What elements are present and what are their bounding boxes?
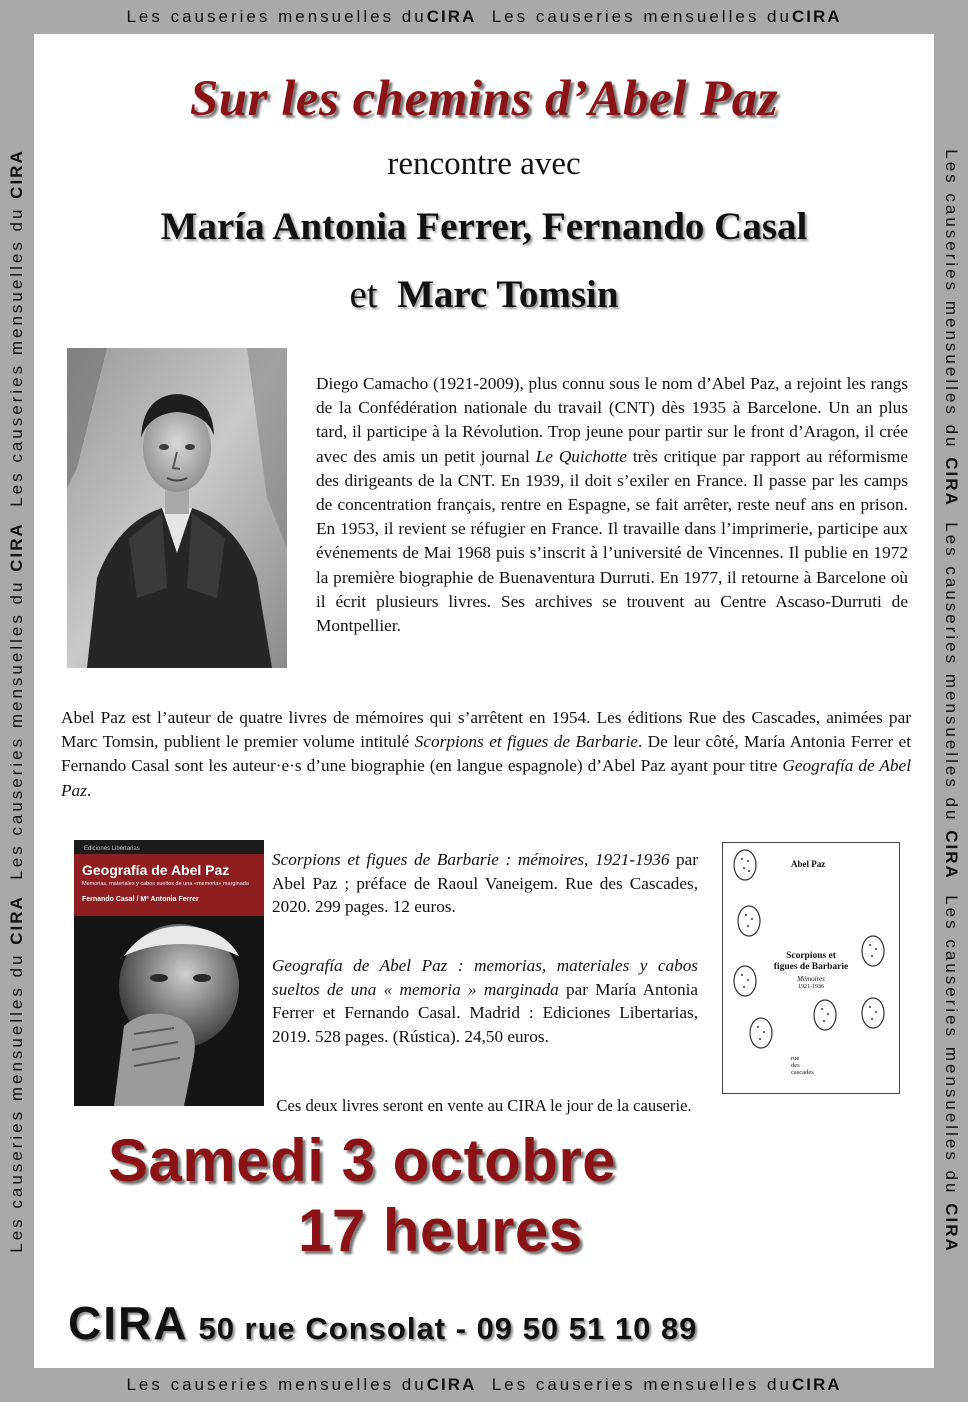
cover2-title-line-1: Scorpions et: [786, 951, 836, 961]
poster-title: Sur les chemins d’Abel Paz: [189, 71, 779, 127]
bio-text-part-1: Diego Camacho (1921-2009), plus connu sous le nom d’Abel Paz, a rejoint les rangs de la Confédération nationale du travail (CNT) dès 1935 à Barcelone. Un an plus tard, il participe à la Révolution. Trop jeune pour partir sur le front d’Aragon, il crée avec des amis un petit journal: [316, 374, 908, 466]
books-intro-paragraph: [61, 706, 911, 803]
bottom-band: [0, 1368, 968, 1402]
band-brand: CIRA: [426, 1375, 477, 1394]
book-2-details: par María Antonia Ferrer et Fernando Casal. Madrid : Ediciones Libertarias, 2019. 528 pages. (Rústica). 24,50 euros.: [272, 979, 698, 1046]
cover2-publisher-3: cascades: [791, 1069, 814, 1076]
speakers-line-1: María Antonia Ferrer, Fernando Casal: [160, 205, 808, 248]
left-band: [0, 34, 34, 1368]
cover2-title-line-2: figues de Barbarie: [773, 962, 849, 972]
band-text: Les causeries mensuelles du: [942, 895, 961, 1204]
cover2-publisher-2: des: [791, 1062, 800, 1069]
band-brand: CIRA: [426, 7, 477, 26]
band-text: Les causeries mensuelles du: [491, 7, 792, 26]
sale-note: Ces deux livres seront en vente au CIRA le jour de la causerie.: [276, 1096, 692, 1115]
event-time: 17 heures: [298, 1197, 583, 1264]
band-brand: CIRA: [942, 1203, 961, 1253]
band-brand: CIRA: [791, 1375, 842, 1394]
cover1-photo: [74, 916, 264, 1106]
para2-book-title-1: Scorpions et figues de Barbarie: [414, 732, 638, 752]
band-text: Les causeries mensuelles du: [7, 944, 26, 1253]
cover2-author: Abel Paz: [791, 859, 826, 869]
band-text: Les causeries mensuelles du: [942, 522, 961, 831]
cover2-years: 1921-1936: [798, 984, 824, 990]
band-brand: CIRA: [942, 830, 961, 880]
para2-text-part-1: Abel Paz est l’auteur de quatre livres de mémoires qui s’arrêtent en 1954. Les éditions Rue des Cascades, animées par Marc Tomsin, publient le premier volume intitulé: [61, 708, 911, 752]
band-text: Les causeries mensuelles du: [7, 198, 26, 507]
band-text: Les causeries mensuelles du: [7, 571, 26, 880]
book-1-reference: [272, 848, 698, 919]
band-text: Les causeries mensuelles du: [491, 1375, 792, 1394]
book-1-title: Scorpions et figues de Barbarie : mémoires, 1921-1936: [272, 850, 670, 869]
speakers-marc-tomsin: Marc Tomsin: [397, 273, 619, 316]
cover1-authors: Fernando Casal / Mª Antonia Ferrer: [82, 896, 199, 903]
speakers-et: et: [349, 273, 378, 316]
bio-text-part-2: très critique par rapport au réformisme des dirigeants de la CNT. En 1939, il doit s’exiler en France. Il passe par les camps de concentration français, rentre en Espagne, se fait arrêter, reste neuf ans en prison. En 1953, il revient se réfugier en France. Il travaille dans l’imprimerie, participe aux événements de Mai 1968 puis s’inscrit à l’université de Vincennes. Il publie en 1972 la première biographie de Buenaventura Durruti. En 1977, il retourne à Barcelone où il écrit plusieurs livres. Ses archives se trouvent au Centre Ascaso-Durruti de Montpellier.: [316, 446, 908, 636]
top-band: [0, 0, 968, 34]
band-brand: CIRA: [7, 895, 26, 945]
geografia-book-cover: [74, 840, 264, 1106]
band-brand: CIRA: [942, 457, 961, 507]
speakers-line-2: [34, 272, 934, 317]
cover1-series: Ediciones Libertarias: [84, 846, 140, 852]
band-text: Les causeries mensuelles du: [942, 149, 961, 458]
event-date: Samedi 3 octobre: [108, 1127, 617, 1194]
biography-paragraph: [316, 372, 908, 638]
poster-subtitle: rencontre avec: [387, 146, 581, 182]
venue-name: CIRA: [68, 1297, 189, 1349]
abel-paz-portrait-photo: [67, 348, 287, 668]
band-brand: CIRA: [791, 7, 842, 26]
band-text: Les causeries mensuelles du: [126, 1375, 427, 1394]
cover2-publisher-1: rue: [791, 1055, 800, 1062]
book-2-title: Geografía de Abel Paz : memorias, materiales y cabos sueltos de una « memoria » marginada: [272, 956, 698, 999]
cover2-publisher: [791, 1055, 814, 1076]
cover1-title: Geografía de Abel Paz: [82, 862, 230, 878]
event-venue: [68, 1296, 697, 1350]
cover1-subtitle: Memorias, materiales y cabos sueltos de una «memoria» marginada: [82, 881, 249, 887]
scorpions-book-cover: [722, 842, 900, 1094]
para2-book-title-2: Geografía de Abel Paz: [61, 756, 911, 800]
band-brand: CIRA: [7, 149, 26, 199]
book-2-reference: [272, 954, 698, 1048]
para2-text-part-2: . De leur côté, María Antonia Ferrer et Fernando Casal sont les auteur·e·s d’une biographie (en langue espagnole) d’Abel Paz ayant pour titre: [61, 732, 911, 776]
bio-journal-title: Le Quichotte: [535, 446, 627, 466]
book-1-details: par Abel Paz ; préface de Raoul Vaneigem. Rue des Cascades, 2020. 299 pages. 12 euros.: [272, 850, 698, 917]
band-brand: CIRA: [7, 522, 26, 572]
para2-text-part-3: .: [86, 780, 92, 800]
cover2-subtitle: Mémoires: [797, 975, 825, 983]
venue-address-phone: 50 rue Consolat - 09 50 51 10 89: [198, 1311, 698, 1346]
band-text: Les causeries mensuelles du: [126, 7, 427, 26]
cover2-title: [723, 951, 899, 973]
right-band: [934, 34, 968, 1368]
poster-sheet: [34, 34, 934, 1368]
